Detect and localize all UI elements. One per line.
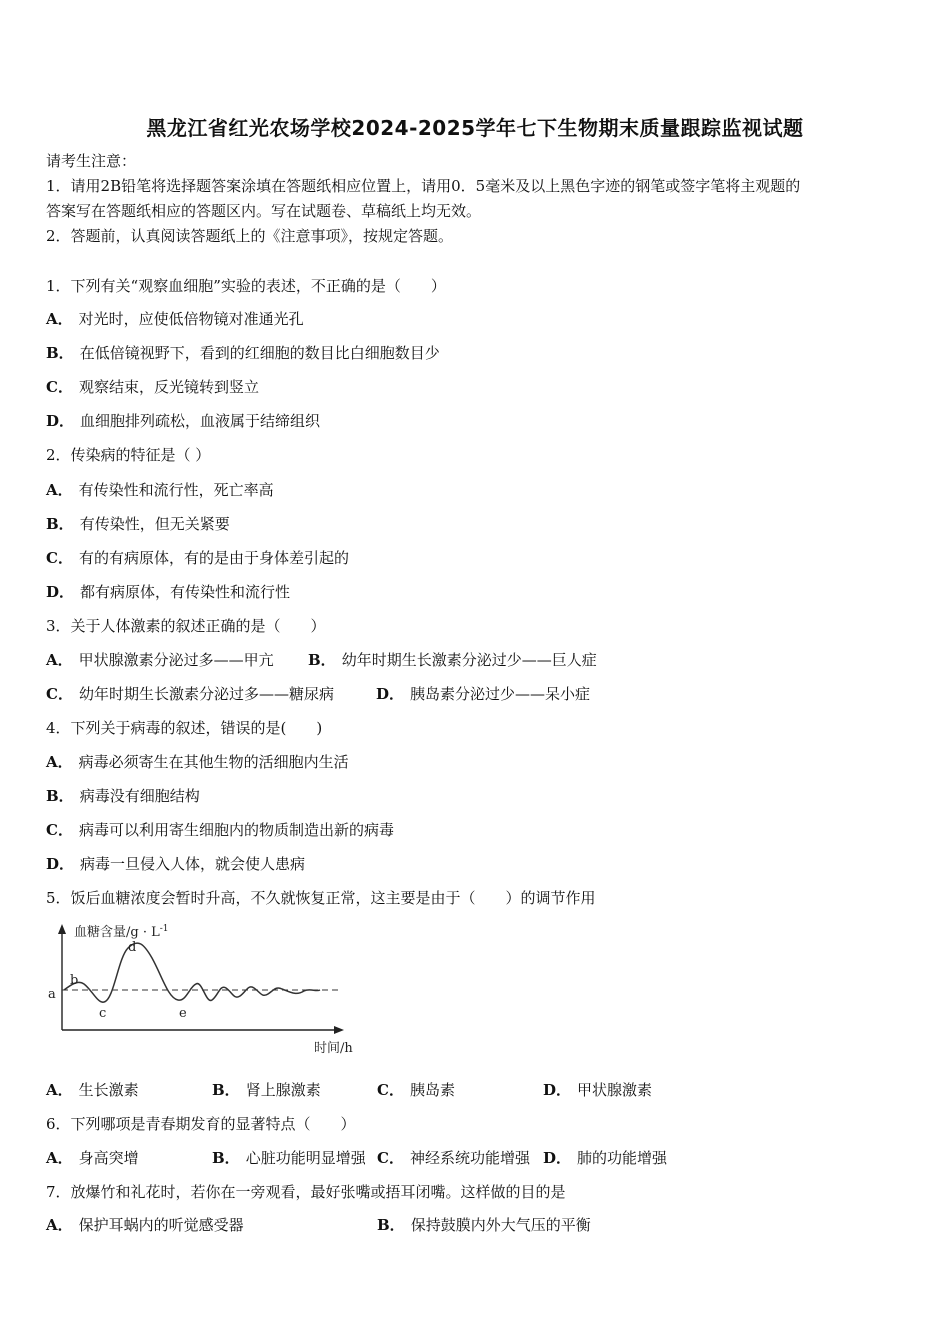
option-text: 血细胞排列疏松，血液属于结缔组织 [80,412,321,430]
question-3-option-d [376,684,590,704]
page-title: 黑龙江省红光农场学校2024-2025学年七下生物期末质量跟踪监视试题 [146,116,804,140]
graph-y-label-superscript: -1 [159,924,169,934]
option-text: 有传染性，但无关紧要 [79,515,230,533]
notice-item-1-line-1: 1．请用2B铅笔将选择题答案涂填在答题纸相应位置上，请用0．5毫米及以上黑色字迹的钢笔或签字笔将主观题的 [46,177,801,195]
graph-y-label [74,924,169,940]
question-6-option-a [46,1148,139,1168]
graph-point-e-label: e [179,1006,187,1021]
option-text: 身高突增 [78,1149,139,1167]
question-7-stem: 7．放爆竹和礼花时，若你在一旁观看，最好张嘴或捂耳闭嘴。这样做的目的是 [46,1183,566,1201]
option-letter: B． [46,787,74,805]
question-2-option-a [46,480,274,500]
question-6-option-c [377,1148,530,1168]
question-6-stem: 6．下列哪项是青春期发育的显著特点（ ） [46,1115,356,1133]
option-letter: C． [377,1081,404,1099]
question-2-option-c [46,548,349,568]
option-letter: C． [46,821,73,839]
graph-curve [64,943,320,1002]
option-letter: A． [46,1216,73,1234]
notice-heading: 请考生注意： [46,152,137,170]
option-letter: D． [46,412,75,430]
question-1-option-a [46,309,304,329]
option-text: 幼年时期生长激素分泌过多——糖尿病 [78,685,334,703]
option-text: 有传染性和流行性，死亡率高 [78,481,274,499]
option-text: 甲状腺激素分泌过多——甲亢 [78,651,274,669]
question-3-stem: 3．关于人体激素的叙述正确的是（ ） [46,617,326,635]
question-4-option-c [46,820,394,840]
option-letter: C． [46,549,73,567]
question-1-option-b [46,343,440,363]
option-letter: C． [46,378,73,396]
question-1-option-c [46,377,259,397]
question-5-stem: 5．饭后血糖浓度会暂时升高，不久就恢复正常，这主要是由于（ ）的调节作用 [46,889,596,907]
question-5-option-a [46,1080,139,1100]
question-2-stem: 2．传染病的特征是（ ） [46,446,211,464]
option-text: 幼年时期生长激素分泌过少——巨人症 [341,651,597,669]
question-7-option-b [377,1215,591,1235]
question-4-stem: 4．下列关于病毒的叙述，错误的是( ) [46,719,323,737]
question-3-option-b [308,650,597,670]
option-text: 肾上腺激素 [245,1081,321,1099]
option-text: 心脏功能明显增强 [245,1149,366,1167]
option-letter: A． [46,1149,73,1167]
option-text: 肺的功能增强 [577,1149,668,1167]
notice-item-1-line-2: 答案写在答题纸相应的答题区内。写在试题卷、草稿纸上均无效。 [46,202,482,220]
graph-point-b-label: b [70,973,79,988]
option-text: 甲状腺激素 [577,1081,653,1099]
option-text: 都有病原体，有传染性和流行性 [80,583,291,601]
option-letter: D． [543,1081,572,1099]
option-letter: B． [308,651,336,669]
question-6-option-b [212,1148,366,1168]
option-text: 神经系统功能增强 [409,1149,530,1167]
question-2-option-b [46,514,230,534]
option-letter: D． [46,855,75,873]
option-text: 保护耳蜗内的听觉感受器 [78,1216,244,1234]
option-letter: D． [46,583,75,601]
graph-point-a-label: a [48,987,56,1002]
graph-x-axis-arrow [334,1026,344,1034]
option-text: 有的有病原体，有的是由于身体差引起的 [78,549,349,567]
option-text: 生长激素 [78,1081,139,1099]
option-letter: C． [377,1149,404,1167]
option-letter: B． [212,1149,240,1167]
question-6-option-d [543,1148,667,1168]
blood-sugar-graph [40,918,370,1060]
option-letter: C． [46,685,73,703]
option-text: 胰岛素 [409,1081,455,1099]
graph-point-d-label: d [128,940,137,955]
question-4-option-d [46,854,305,874]
question-3-option-a [46,650,274,670]
option-letter: B． [377,1216,405,1234]
question-7-option-a [46,1215,244,1235]
graph-point-c-label: c [99,1006,107,1021]
graph-y-label-text: 血糖含量/g · L [74,925,160,940]
option-text: 保持鼓膜内外大气压的平衡 [410,1216,591,1234]
option-letter: A． [46,651,73,669]
option-text: 病毒必须寄生在其他生物的活细胞内生活 [78,753,349,771]
question-1-stem: 1．下列有关“观察血细胞”实验的表述，不正确的是（ ） [46,277,446,295]
option-text: 胰岛素分泌过少——呆小症 [410,685,591,703]
question-3-option-c [46,684,334,704]
option-letter: D． [543,1149,572,1167]
graph-y-axis-arrow [58,924,66,934]
option-letter: B． [46,344,74,362]
option-text: 观察结束，反光镜转到竖立 [78,378,259,396]
question-5-option-b [212,1080,321,1100]
option-letter: B． [46,515,74,533]
question-5-option-c [377,1080,455,1100]
option-text: 对光时，应使低倍物镜对准通光孔 [78,310,304,328]
question-1-option-d [46,411,320,431]
option-letter: A． [46,1081,73,1099]
question-2-option-d [46,582,290,602]
option-letter: A． [46,481,73,499]
option-letter: A． [46,310,73,328]
option-text: 病毒一旦侵入人体，就会使人患病 [80,855,306,873]
option-letter: B． [212,1081,240,1099]
option-letter: A． [46,753,73,771]
graph-x-label: 时间/h [314,1041,353,1056]
option-text: 病毒可以利用寄生细胞内的物质制造出新的病毒 [78,821,394,839]
option-text: 在低倍镜视野下，看到的红细胞的数目比白细胞数目少 [79,344,440,362]
question-5-option-d [543,1080,652,1100]
question-4-option-a [46,752,349,772]
option-letter: D． [376,685,405,703]
notice-item-2: 2．答题前，认真阅读答题纸上的《注意事项》，按规定答题。 [46,227,454,245]
question-4-option-b [46,786,200,806]
option-text: 病毒没有细胞结构 [79,787,200,805]
